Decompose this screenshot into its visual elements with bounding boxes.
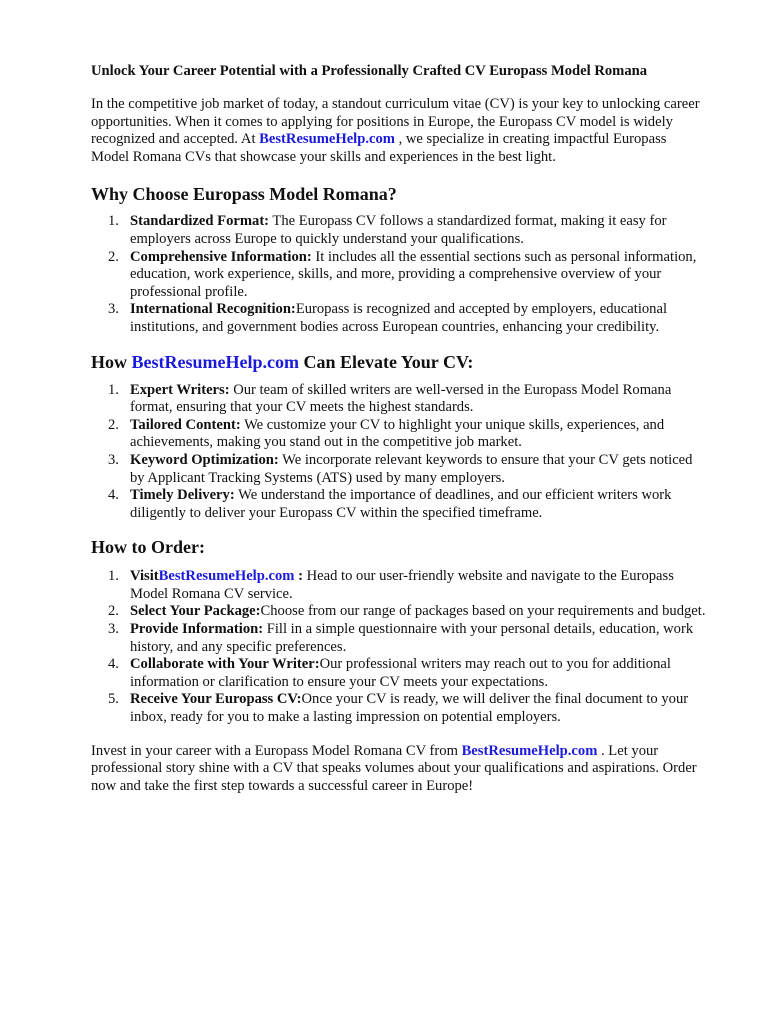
list-number: 4. bbox=[108, 487, 119, 504]
order-list bbox=[91, 568, 706, 726]
list-item-label: Collaborate with Your Writer: bbox=[130, 656, 320, 673]
closing-text-before: Invest in your career with a Europass Model Romana CV from bbox=[91, 742, 462, 759]
list-item bbox=[91, 452, 706, 487]
list-item-label: Visit bbox=[130, 568, 159, 585]
list-item-label: Standardized Format: bbox=[130, 213, 270, 230]
list-item-label: Provide Information: bbox=[130, 621, 264, 638]
list-number: 3. bbox=[108, 301, 119, 318]
list-item-text: Head to our user-friendly website and navigate to the Europass Model Romana CV service. bbox=[130, 568, 674, 602]
list-item-label: Comprehensive Information: bbox=[130, 248, 312, 265]
list-item-text: Fill in a simple questionnaire with your personal details, education, work history, and any specific preferences. bbox=[130, 621, 694, 655]
list-item-text: We incorporate relevant keywords to ensure that your CV gets noticed by Applicant Tracking Systems (ATS) used by many employers. bbox=[130, 451, 693, 486]
list-item-label: Expert Writers: bbox=[130, 381, 230, 398]
closing-text-after: . Let your professional story shine with a CV that speaks volumes about your qualifications and aspirations. Order now and take the first step towards a successful career in Europe! bbox=[91, 742, 697, 794]
intro-paragraph bbox=[91, 96, 706, 166]
list-item bbox=[91, 621, 706, 656]
list-number: 1. bbox=[108, 213, 119, 230]
list-number: 2. bbox=[108, 248, 119, 265]
list-item-label: Tailored Content: bbox=[130, 416, 241, 433]
list-item bbox=[91, 487, 706, 522]
why-list bbox=[91, 213, 706, 336]
intro-text-before: In the competitive job market of today, a standout curriculum vitae (CV) is your key to unlocking career opportunities. When it comes to applying for positions in Europe, the Europass CV model is widely recognized and accepted. At bbox=[91, 96, 700, 148]
list-item-text: Our professional writers may reach out to you for additional information or clarification to ensure your CV meets your expectations. bbox=[130, 656, 671, 690]
list-item bbox=[91, 249, 706, 302]
list-item bbox=[91, 213, 706, 248]
order-heading: How to Order: bbox=[91, 537, 205, 558]
list-number: 2. bbox=[108, 603, 119, 620]
closing-link[interactable]: BestResumeHelp.com bbox=[461, 742, 598, 759]
list-number: 3. bbox=[108, 621, 119, 638]
why-heading: Why Choose Europass Model Romana? bbox=[91, 184, 397, 205]
list-item-text: We understand the importance of deadlines, and our efficient writers work diligently to deliver your Europass CV within the specified timeframe. bbox=[130, 487, 672, 521]
list-item-text: Our team of skilled writers are well-versed in the Europass Model Romana format, ensuring that your CV meets the highest standards. bbox=[130, 381, 672, 416]
list-item bbox=[91, 656, 706, 691]
list-item bbox=[91, 603, 706, 621]
list-item-text: Europass is recognized and accepted by employers, educational institutions, and government bodies across European countries, enhancing your credibility. bbox=[130, 301, 667, 335]
list-item bbox=[91, 568, 706, 603]
how-heading-pre: How bbox=[91, 351, 132, 372]
page-title: Unlock Your Career Potential with a Professionally Crafted CV Europass Model Romana bbox=[91, 63, 648, 79]
how-heading-link[interactable]: BestResumeHelp.com bbox=[131, 351, 299, 372]
list-item-text: The Europass CV follows a standardized format, making it easy for employers across Europe to quickly understand your qualifications. bbox=[130, 213, 667, 247]
intro-text-after: , we specialize in creating impactful Europass Model Romana CVs that showcase your skills and experiences in the best light. bbox=[91, 131, 667, 165]
list-item-colon: : bbox=[294, 568, 303, 585]
list-item-text: Once your CV is ready, we will deliver the final document to your inbox, ready for you to make a lasting impression on potential employers. bbox=[130, 691, 689, 726]
list-item-label: Select Your Package: bbox=[130, 603, 261, 620]
list-item bbox=[91, 691, 706, 726]
list-number: 3. bbox=[108, 451, 119, 468]
list-number: 1. bbox=[108, 568, 119, 585]
list-item-text: It includes all the essential sections such as personal information, education, work experience, skills, and more, providing a comprehensive overview of your professional profile. bbox=[130, 248, 697, 300]
list-item-text: Choose from our range of packages based on your requirements and budget. bbox=[260, 603, 706, 620]
list-item-label: International Recognition: bbox=[130, 301, 296, 318]
how-heading-post: Can Elevate Your CV: bbox=[298, 351, 474, 372]
list-item bbox=[91, 417, 706, 452]
list-number: 1. bbox=[108, 381, 119, 398]
order-visit-link[interactable]: BestResumeHelp.com bbox=[158, 568, 295, 585]
list-number: 4. bbox=[108, 656, 119, 673]
list-item-label: Receive Your Europass CV: bbox=[130, 691, 302, 708]
list-item bbox=[91, 301, 706, 336]
list-item bbox=[91, 382, 706, 417]
list-item-label: Keyword Optimization: bbox=[130, 451, 279, 468]
how-heading bbox=[91, 351, 706, 373]
how-list bbox=[91, 382, 706, 523]
list-number: 2. bbox=[108, 416, 119, 433]
list-item-label: Timely Delivery: bbox=[130, 487, 235, 504]
list-number: 5. bbox=[108, 691, 119, 708]
list-item-text: We customize your CV to highlight your unique skills, experiences, and achievements, making you stand out in the competitive job market. bbox=[130, 416, 665, 451]
closing-paragraph bbox=[91, 743, 706, 796]
intro-link[interactable]: BestResumeHelp.com bbox=[259, 131, 395, 148]
